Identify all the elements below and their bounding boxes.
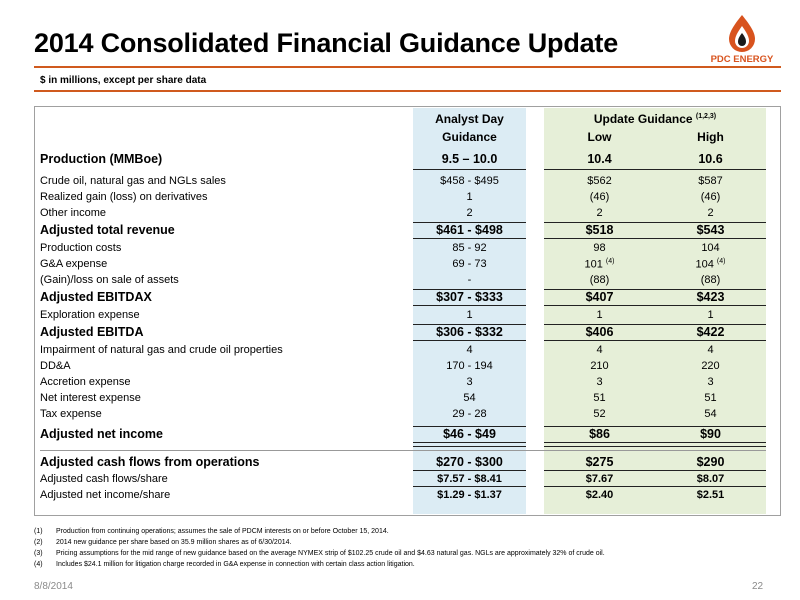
footer-date: 8/8/2014 [34,581,73,592]
table-rule [544,426,655,427]
high-cell [655,473,766,485]
low-value: 101 [584,258,603,271]
low-value: $406 [585,325,614,339]
row-label: (Gain)/loss on sale of assets [40,274,179,286]
low-column-header: Low [587,130,612,144]
analyst-cell [413,274,526,286]
low-cell [544,152,655,166]
row-label: Impairment of natural gas and crude oil properties [40,344,283,356]
low-cell [544,274,655,286]
high-cell [655,152,766,166]
low-cell [544,489,655,501]
low-cell [544,360,655,372]
low-value: (46) [589,191,610,203]
analyst-cell [413,392,526,404]
analyst-cell [413,344,526,356]
table-rule [544,324,655,325]
footnote-3 [34,548,605,559]
analyst-cell [413,455,526,469]
analyst-cell [413,175,526,187]
high-value: $90 [700,427,721,441]
low-cell [544,258,655,271]
table-rule [655,446,766,447]
analyst-cell [413,489,526,501]
footnote-text: 2014 new guidance per share based on 35.9 million shares as of 6/30/2014. [56,539,292,546]
row-label: Adjusted net income [40,427,163,441]
low-value: $86 [589,427,610,441]
footnote-2 [34,537,605,548]
table-rule [544,470,655,471]
table-rule [413,340,526,341]
high-value: 220 [701,360,720,372]
table-rule [655,289,766,290]
footnote-number: (2) [34,539,43,546]
analyst-value: 170 - 194 [446,360,493,372]
footnote-4 [34,559,605,570]
high-cell [655,427,766,441]
row-label: Production costs [40,242,122,254]
high-cell [655,258,766,271]
footnote-number: (4) [34,561,43,568]
analyst-cell [413,191,526,203]
table-rule [544,486,655,487]
row-label: Other income [40,207,107,219]
analyst-value: $1.29 - $1.37 [437,489,502,501]
analyst-value: 2 [466,207,473,219]
analyst-value: 29 - 28 [452,408,487,420]
analyst-value: $7.57 - $8.41 [437,473,502,485]
analyst-value: $46 - $49 [443,427,496,441]
analyst-cell [413,473,526,485]
low-cell [544,207,655,219]
table-rule [544,222,655,223]
high-value: 54 [704,408,717,420]
low-cell [544,309,655,321]
table-rule [544,289,655,290]
analyst-cell [413,325,526,339]
low-value: 4 [596,344,603,356]
high-value: 3 [707,376,714,388]
analyst-value: 1 [466,191,473,203]
low-value: 210 [590,360,609,372]
footnote-number: (1) [34,528,43,535]
table-rule [413,470,526,471]
table-rule [655,442,766,443]
units-note: $ in millions, except per share data [40,75,207,86]
low-cell [544,408,655,420]
low-cell [544,290,655,304]
low-value: 1 [596,309,603,321]
row-label: G&A expense [40,258,108,270]
low-value: (88) [589,274,610,286]
high-cell [655,242,766,254]
analyst-value: $307 - $333 [436,290,503,304]
high-cell [655,489,766,501]
table-rule [544,446,655,447]
table-rule [655,340,766,341]
high-cell [655,274,766,286]
analyst-cell [413,242,526,254]
analyst-value: $458 - $495 [440,175,499,187]
update-guidance-footnote-ref: (1,2,3) [695,113,717,120]
low-value: $562 [587,175,612,187]
low-cell [544,392,655,404]
row-label: Net interest expense [40,392,141,404]
table-rule [413,289,526,290]
oil-drop-flame-icon [728,14,756,52]
analyst-value: $461 - $498 [436,223,503,237]
footnotes [34,526,605,570]
low-value: 3 [596,376,603,388]
high-cell [655,344,766,356]
high-cell [655,290,766,304]
row-label: Adjusted EBITDA [40,325,144,339]
row-label: DD&A [40,360,71,372]
analyst-value: - [467,274,472,286]
analyst-value: 4 [466,344,473,356]
high-value: 4 [707,344,714,356]
table-rule [413,426,526,427]
high-cell [655,223,766,237]
analyst-header-line1: Analyst Day [435,112,504,126]
table-rule [413,324,526,325]
analyst-cell [413,223,526,237]
row-label: Production (MMBoe) [40,152,163,166]
analyst-value: 85 - 92 [452,242,487,254]
low-cell [544,242,655,254]
high-value: $8.07 [696,473,725,485]
low-cell [544,427,655,441]
title-rule [34,66,781,68]
table-rule [413,446,526,447]
logo-text: PDC ENERGY [710,54,774,65]
section-separator [40,450,766,451]
update-guidance-header [544,112,766,126]
high-value: 104 [695,258,714,271]
table-rule [413,238,526,239]
table-rule [544,305,655,306]
row-label: Exploration expense [40,309,140,321]
low-value: 98 [593,242,606,254]
subtitle-rule [34,90,781,92]
analyst-value: 1 [466,309,473,321]
high-value: $290 [696,455,725,469]
high-cell [655,392,766,404]
high-value: $587 [698,175,723,187]
row-label: Realized gain (loss) on derivatives [40,191,208,203]
analyst-cell [413,290,526,304]
footnote-text: Pricing assumptions for the mid range of new guidance based on the average NYMEX strip of $102.25 crude oil and $4.63 natural gas. NGLs are approximately 32% of crude oil. [56,550,605,557]
analyst-cell [413,152,526,166]
row-label: Tax expense [40,408,102,420]
page-title: 2014 Consolidated Financial Guidance Update [34,28,619,58]
low-value: 10.4 [587,152,612,166]
table-rule [544,238,655,239]
row-label: Adjusted net income/share [40,489,171,501]
high-cell [655,191,766,203]
low-value: 51 [593,392,606,404]
row-label: Crude oil, natural gas and NGLs sales [40,175,226,187]
table-rule [655,238,766,239]
table-rule [655,324,766,325]
high-value: (46) [700,191,721,203]
update-guidance-label: Update Guidance [593,112,693,126]
low-value: 52 [593,408,606,420]
high-value: 10.6 [698,152,723,166]
row-label: Adjusted cash flows from operations [40,455,260,469]
high-value: 1 [707,309,714,321]
analyst-value: 69 - 73 [452,258,487,270]
low-value: $518 [585,223,614,237]
analyst-cell [413,309,526,321]
table-rule [544,340,655,341]
table-rule [655,426,766,427]
low-value: $275 [585,455,614,469]
high-cell [655,325,766,339]
table-rule [413,222,526,223]
low-cell [544,455,655,469]
page-number: 22 [752,581,764,592]
table-rule [655,486,766,487]
high-value: $423 [696,290,725,304]
low-cell [544,191,655,203]
high-value: $422 [696,325,725,339]
high-value: $2.51 [696,489,725,501]
table-rule [655,305,766,306]
high-value: (88) [700,274,721,286]
high-value: 51 [704,392,717,404]
table-rule [544,442,655,443]
row-label: Accretion expense [40,376,131,388]
high-column-header: High [697,130,724,144]
analyst-header-line2: Guidance [442,130,497,144]
low-value: $7.67 [585,473,614,485]
low-cell [544,376,655,388]
table-rule [413,442,526,443]
low-value: $2.40 [585,489,614,501]
high-value: 104 [701,242,720,254]
high-cell [655,309,766,321]
analyst-cell [413,207,526,219]
analyst-value: 3 [466,376,473,388]
low-cell [544,223,655,237]
footnote-number: (3) [34,550,43,557]
table-rule [655,470,766,471]
company-logo [702,14,782,68]
table-rule [413,169,526,170]
analyst-value: 9.5 – 10.0 [441,152,498,166]
analyst-value: 54 [463,392,476,404]
footnote-ref: (4) [605,258,615,265]
footnote-1 [34,526,605,537]
table-rule [655,222,766,223]
row-label: Adjusted EBITDAX [40,290,152,304]
low-cell [544,344,655,356]
table-rule [655,169,766,170]
row-label: Adjusted total revenue [40,223,175,237]
analyst-cell [413,376,526,388]
analyst-value: $270 - $300 [436,455,503,469]
footnote-ref: (4) [716,258,726,265]
high-cell [655,455,766,469]
footnote-text: Production from continuing operations; assumes the sale of PDCM interests on or before October 15, 2014. [56,528,389,535]
high-cell [655,408,766,420]
analyst-cell [413,258,526,270]
footnote-text: Includes $24.1 million for litigation charge recorded in G&A expense in connection with certain class action litigation. [56,561,415,568]
low-cell [544,325,655,339]
high-cell [655,207,766,219]
analyst-cell [413,360,526,372]
low-cell [544,473,655,485]
table-rule [413,305,526,306]
table-rule [544,169,655,170]
high-cell [655,376,766,388]
table-rule [413,486,526,487]
high-value: 2 [707,207,714,219]
low-value: 2 [596,207,603,219]
high-cell [655,175,766,187]
low-cell [544,175,655,187]
analyst-value: $306 - $332 [436,325,503,339]
analyst-cell [413,408,526,420]
low-value: $407 [585,290,614,304]
high-cell [655,360,766,372]
analyst-cell [413,427,526,441]
high-value: $543 [696,223,725,237]
row-label: Adjusted cash flows/share [40,473,168,485]
